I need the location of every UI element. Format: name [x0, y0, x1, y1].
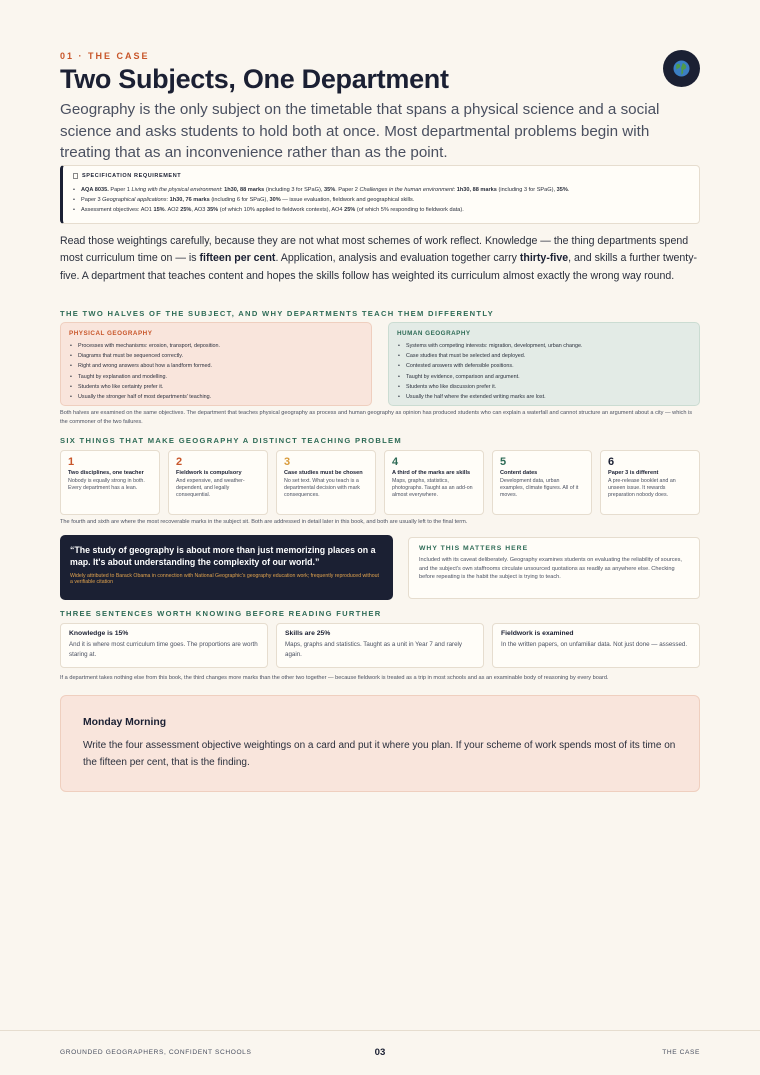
human-list	[397, 341, 691, 402]
problem-card	[168, 450, 268, 515]
quote-attribution: Widely attributed to Barack Obama in connection with National Geographic's geography education work; frequently reproduced without a verifiable citation	[70, 572, 379, 586]
spec-item: • Paper 3 Geographical applications: 1h30, 76 marks (including 6 for SPaG), 30% — issue evaluation, fieldwork and geographical skills.	[73, 195, 689, 205]
globe-badge	[663, 50, 700, 87]
card-number: 1	[68, 456, 75, 468]
card-title: Fieldwork is compulsory	[176, 470, 242, 476]
problem-card	[60, 450, 160, 515]
card-number: 4	[392, 456, 399, 468]
six-things-heading: SIX THINGS THAT MAKE GEOGRAPHY A DISTINCT TEACHING PROBLEM	[60, 436, 403, 445]
card-description: No set text. What you teach is a departmental decision with mark consequences.	[284, 478, 360, 498]
card-description: In the written papers, on unfamiliar data. Not just done — assessed.	[501, 641, 688, 648]
list-item: • Students who like discussion prefer it.	[397, 382, 691, 392]
physical-list	[69, 341, 363, 402]
body-paragraph: Read those weightings carefully, because they are not what most schemes of work reflect. Knowledge — the thing departments spend most curriculum time on — is fifteen per cent. Application, analysis and evaluation together carry thirty-five, and skills a further twenty-five. A department that teaches content and hopes the skills follow has weighted its curriculum almost exactly the wrong way round.	[60, 235, 698, 282]
list-item: • Taught by explanation and modelling.	[69, 372, 363, 382]
card-title: Knowledge is 15%	[69, 630, 129, 637]
card-description: Maps, graphs, statistics, photographs. Taught as an add-on almost everywhere.	[392, 478, 473, 498]
document-icon	[73, 173, 78, 179]
spec-header	[73, 173, 689, 179]
card-title: Fieldwork is examined	[501, 630, 574, 637]
card-title: Skills are 25%	[285, 630, 331, 637]
list-item: • Processes with mechanisms: erosion, transport, deposition.	[69, 341, 363, 351]
physical-geography-panel	[60, 322, 372, 406]
list-item: • Right and wrong answers about how a landform formed.	[69, 361, 363, 371]
problem-card	[600, 450, 700, 515]
list-item: • Usually the stronger half of most departments' teaching.	[69, 392, 363, 402]
card-description: A pre-release booklet and an unseen issue. It rewards preparation nobody does.	[608, 478, 676, 498]
list-item: • Case studies that must be selected and deployed.	[397, 351, 691, 361]
section-kicker: 01 · THE CASE	[60, 51, 150, 61]
why-body: Included with its caveat deliberately. Geography examines students on evaluating the reliability of sources, and the subject's own staffrooms circulate unsourced quotations as readily as anywhere else. Checking before repeating is the habit the subject is trying to teach.	[419, 557, 682, 581]
problem-card	[492, 450, 592, 515]
sentence-card	[492, 623, 700, 668]
monday-heading: Monday Morning	[83, 717, 167, 728]
lede: Geography is the only subject on the timetable that spans a physical science and a social science and asks students to hold both at once. Most departmental problems begin with treating that as an inconvenience rather than as the point.	[60, 101, 660, 161]
card-number: 5	[500, 456, 507, 468]
sentence-card	[60, 623, 268, 668]
six-things-note: The fourth and sixth are where the most recoverable marks in the subject sit. Both are addressed in detail later in this book, and both are usually left to the final term.	[60, 519, 468, 525]
spec-item: • Assessment objectives: AO1 15%. AO2 25%, AO3 35% (of which 10% applied to fieldwork contexts), AO4 25% (of which 5% responding to fieldwork data).	[73, 205, 689, 215]
card-description: And it is where most curriculum time goes. The proportions are worth staring at.	[69, 641, 258, 658]
card-description: Maps, graphs and statistics. Taught as a unit in Year 7 and rarely again.	[285, 641, 463, 658]
card-title: Content dates	[500, 470, 538, 476]
quote-block	[60, 535, 393, 600]
list-item: • Diagrams that must be sequenced correctly.	[69, 351, 363, 361]
list-item: • Taught by evidence, comparison and argument.	[397, 372, 691, 382]
card-number: 6	[608, 456, 615, 468]
card-title: Two disciplines, one teacher	[68, 470, 144, 476]
physical-heading: PHYSICAL GEOGRAPHY	[69, 330, 153, 337]
spec-item: • AQA 8035. Paper 1 Living with the physical environment: 1h30, 88 marks (including 3 for SPaG), 35%. Paper 2 Challenges in the human environment: 1h30, 88 marks (including 3 for SPaG), 35%.	[73, 185, 689, 195]
spec-label: SPECIFICATION REQUIREMENT	[82, 173, 182, 179]
specification-box	[60, 165, 700, 224]
card-title: Paper 3 is different	[608, 470, 659, 476]
sentence-card	[276, 623, 484, 668]
halves-note: Both halves are examined on the same objectives. The department that teaches physical geography as process and human geography as opinion has produced students who can explain a waterfall and cannot structure an argument about a city — which is the commoner of the two failures.	[60, 410, 693, 425]
list-item: • Contested answers with defensible positions.	[397, 361, 691, 371]
card-description: Nobody is equally strong in both. Every department has a lean.	[68, 478, 145, 491]
why-heading: WHY THIS MATTERS HERE	[419, 545, 529, 552]
card-number: 3	[284, 456, 291, 468]
card-description: And expensive, and weather-dependent, and legally consequential.	[176, 478, 245, 498]
globe-icon	[673, 60, 690, 77]
footer-section: THE CASE	[662, 1049, 700, 1056]
spec-list	[73, 185, 689, 215]
three-sentences-heading: THREE SENTENCES WORTH KNOWING BEFORE READING FURTHER	[60, 609, 382, 618]
card-number: 2	[176, 456, 183, 468]
footer-book-title: GROUNDED GEOGRAPHERS, CONFIDENT SCHOOLS	[60, 1049, 252, 1056]
list-item: • Systems with competing interests: migration, development, urban change.	[397, 341, 691, 351]
problem-card	[276, 450, 376, 515]
halves-heading: THE TWO HALVES OF THE SUBJECT, AND WHY DEPARTMENTS TEACH THEM DIFFERENTLY	[60, 309, 494, 318]
page-number: 03	[374, 1047, 386, 1058]
card-description: Development data, urban examples, climate figures. All of it moves.	[500, 478, 579, 498]
human-geography-panel	[388, 322, 700, 406]
page-footer	[60, 1047, 700, 1059]
page-title: Two Subjects, One Department	[60, 64, 449, 94]
list-item: • Students who like certainty prefer it.	[69, 382, 363, 392]
three-sentences-note: If a department takes nothing else from this book, the third changes more marks than the other two together — because fieldwork is treated as a trip in most schools and as an examinable body of reasoning by every board.	[60, 675, 609, 681]
card-title: Case studies must be chosen	[284, 470, 363, 476]
human-heading: HUMAN GEOGRAPHY	[397, 330, 471, 337]
six-things-cards	[60, 450, 700, 515]
problem-card	[384, 450, 484, 515]
footer-divider	[0, 1030, 760, 1031]
monday-morning-box	[60, 695, 700, 792]
monday-body: Write the four assessment objective weightings on a card and put it where you plan. If your scheme of work spends most of its time on the fifteen per cent, that is the finding.	[83, 740, 676, 769]
list-item: • Usually the half where the extended writing marks are lost.	[397, 392, 691, 402]
card-title: A third of the marks are skills	[392, 470, 471, 476]
why-this-matters-box	[408, 537, 700, 599]
quote-text: “The study of geography is about more than just memorizing places on a map. It's about understanding the complexity of our world.”	[70, 545, 376, 568]
three-sentences-cards	[60, 623, 700, 668]
